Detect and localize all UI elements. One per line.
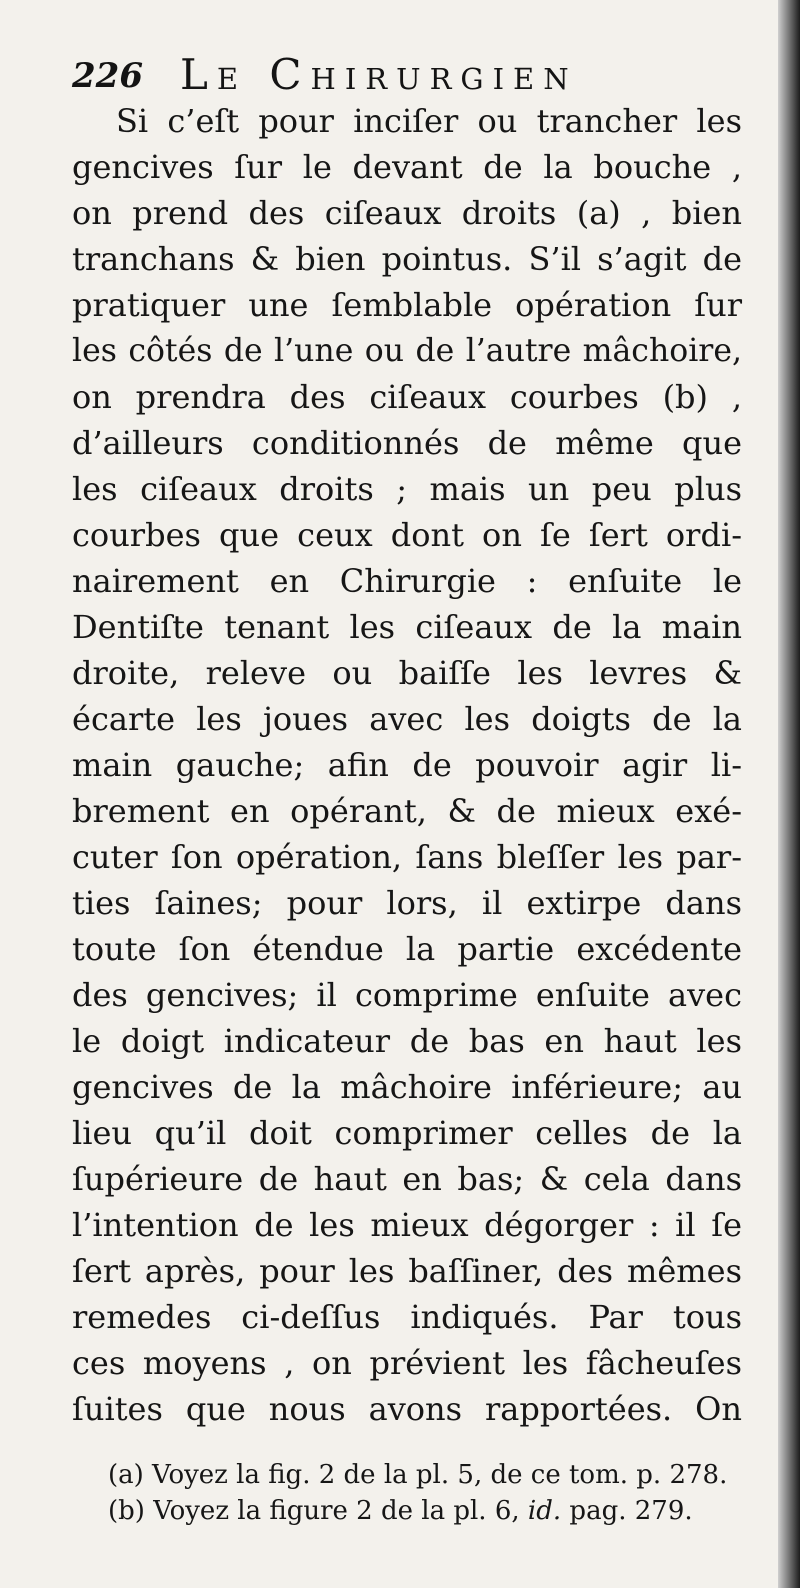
text-line: d’ailleurs conditionnés de même que [72,424,742,462]
text-line: droite, releve ou baiſſe les levres & [72,654,742,692]
page-number: 226 [72,56,143,96]
footnote-b-prefix: (b) Voyez la figure 2 de la pl. 6, [108,1496,528,1526]
footnote-a: (a) Voyez la fig. 2 de la pl. 5, de ce tom. p. 278. [108,1460,728,1490]
footnotes [108,1457,742,1529]
text-line: les ciſeaux droits ; mais un peu plus [72,470,742,508]
text-line: main gauche; afin de pouvoir agir li- [72,746,742,784]
text-line: ſert après, pour les baſſiner, des mêmes [72,1252,742,1290]
text-line: lieu qu’il doit comprimer celles de la [72,1114,742,1152]
footnote-b-italic: id. [527,1496,562,1526]
text-line: gencives ſur le devant de la bouche , [72,148,742,186]
text-line: on prendra des ciſeaux courbes (b) , [72,378,742,416]
footnote-b [108,1493,742,1529]
text-line: écarte les joues avec les doigts de la [72,700,742,738]
text-line: ces moyens , on prévient les fâcheuſes [72,1344,742,1382]
text-line: ſupérieure de haut en bas; & cela dans [72,1160,742,1198]
text-line: gencives de la mâchoire inférieure; au [72,1068,742,1106]
text-line: brement en opérant, & de mieux exé- [72,792,742,830]
page-header [72,44,742,104]
text-line: nairement en Chirurgie : enſuite le [72,562,742,600]
text-line: Dentiſte tenant les ciſeaux de la main [72,608,742,646]
text-line: toute ſon étendue la partie excédente [72,930,742,968]
page-edge-shadow [778,0,800,1588]
text-line: le doigt indicateur de bas en haut les [72,1022,742,1060]
text-line: courbes que ceux dont on ſe ſert ordi- [72,516,742,554]
footnote-b-suffix: pag. 279. [561,1496,693,1526]
text-line: ſuites que nous avons rapportées. On [72,1390,742,1428]
text-line: Si c’eſt pour inciſer ou trancher les [116,102,742,140]
text-line: l’intention de les mieux dégorger : il ſe [72,1206,742,1244]
text-line: tranchans & bien pointus. S’il s’agit de [72,240,742,278]
text-line: les côtés de l’une ou de l’autre mâchoire, [72,333,742,369]
text-line: on prend des ciſeaux droits (a) , bien [72,194,742,232]
running-title: Le Chirurgien [180,50,578,99]
text-line: remedes ci-deſſus indiqués. Par tous [72,1298,742,1336]
text-line: cuter ſon opération, ſans bleſſer les par- [72,838,742,876]
text-line: pratiquer une ſemblable opération ſur [72,286,742,324]
body-text [72,98,742,1432]
text-line: des gencives; il comprime enſuite avec [72,976,742,1014]
text-line: ties ſaines; pour lors, il extirpe dans [72,884,742,922]
